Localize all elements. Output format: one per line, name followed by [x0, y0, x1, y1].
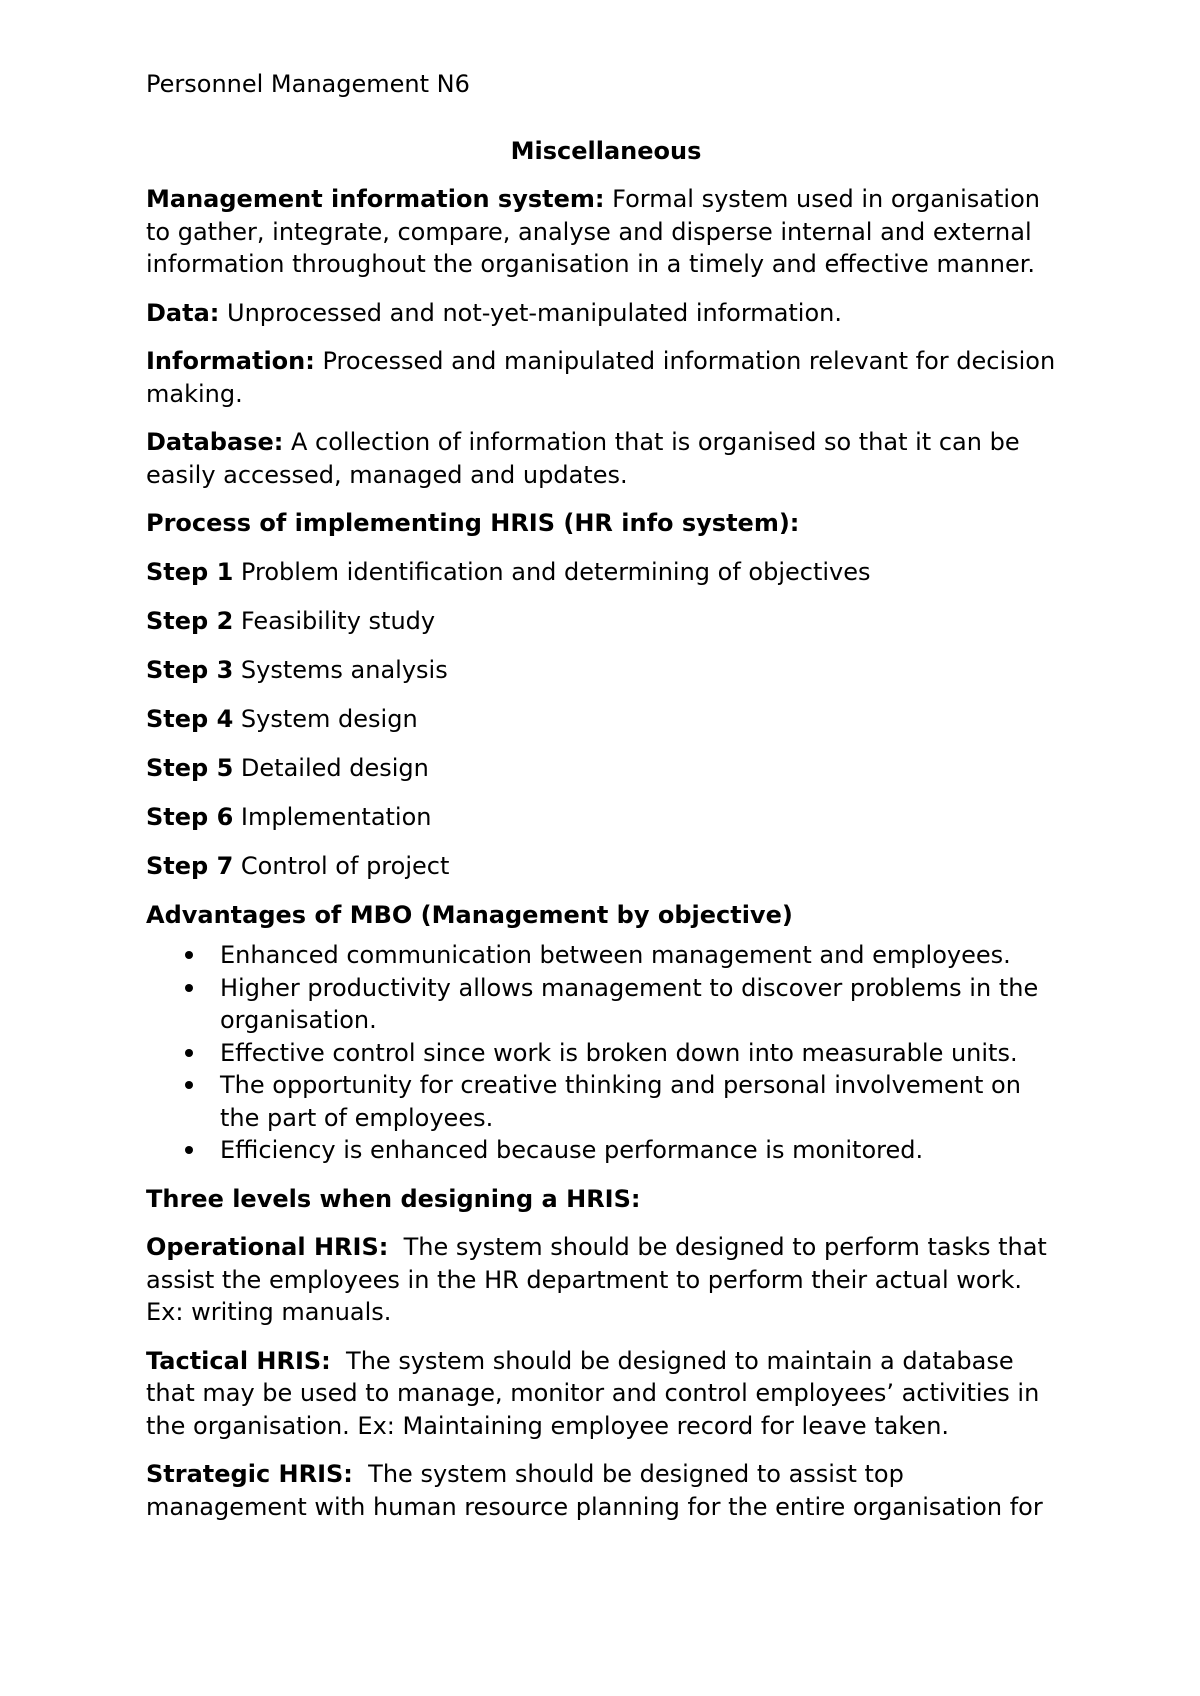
- step-label: Step 6: [146, 802, 234, 831]
- step-text: Problem identification and determining of objectives: [240, 557, 871, 586]
- list-item-text: Efficiency is enhanced because performance is monitored.: [220, 1136, 924, 1164]
- step-text: Implementation: [240, 802, 432, 831]
- definition-data: [146, 297, 1066, 330]
- mbo-heading: Advantages of MBO (Management by objective): [146, 900, 793, 929]
- definition-text: Formal system used in organisation to gather, integrate, compare, analyse and disperse internal and external information throughout the organisation in a timely and effective manner.: [146, 185, 1040, 278]
- step-label: Step 2: [146, 606, 234, 635]
- bullet-icon: [185, 1049, 193, 1057]
- step-text: Detailed design: [240, 753, 429, 782]
- definition-term: Database:: [146, 428, 284, 456]
- step-label: Step 5: [146, 753, 234, 782]
- list-item: [146, 1069, 1066, 1134]
- level-operational: [146, 1231, 1066, 1329]
- process-step: [146, 654, 1066, 687]
- process-step: [146, 752, 1066, 785]
- bullet-icon: [185, 951, 193, 959]
- definition-mis: [146, 183, 1066, 281]
- definition-term: Data:: [146, 298, 220, 327]
- process-heading: Process of implementing HRIS (HR info system):: [146, 509, 800, 537]
- definition-text: Processed and manipulated information relevant for decision making.: [146, 347, 1056, 408]
- list-item: [146, 972, 1066, 1037]
- level-text: The system should be designed to maintain a database that may be used to manage, monitor and control employees’ activities in the organisation. Ex: Maintaining employee record for leave taken.: [146, 1346, 1040, 1440]
- process-step: [146, 605, 1066, 638]
- bullet-icon: [185, 1146, 193, 1154]
- level-text: The system should be designed to perform tasks that assist the employees in the HR department to perform their actual work. Ex: writing manuals.: [146, 1233, 1047, 1326]
- process-step: [146, 801, 1066, 834]
- list-item: [146, 1037, 1066, 1070]
- definition-information: [146, 345, 1066, 410]
- level-tactical: [146, 1345, 1066, 1443]
- step-label: Step 7: [146, 851, 234, 880]
- definition-text: A collection of information that is organised so that it can be easily accessed, managed and updates.: [146, 428, 1020, 489]
- list-item-text: Enhanced communication between management and employees.: [220, 941, 1011, 969]
- level-text: The system should be designed to assist top management with human resource planning for the entire organisation for: [146, 1460, 1043, 1521]
- step-label: Step 4: [146, 704, 234, 733]
- list-item-text: The opportunity for creative thinking and personal involvement on the part of employees.: [220, 1071, 1021, 1132]
- document-header: Personnel Management N6: [146, 70, 470, 98]
- levels-heading: Three levels when designing a HRIS:: [146, 1184, 641, 1213]
- list-item: [146, 1134, 1066, 1167]
- mbo-list: [146, 939, 1066, 1167]
- process-step: [146, 850, 1066, 883]
- bullet-icon: [185, 984, 193, 992]
- step-text: System design: [240, 704, 418, 733]
- definition-term: Information:: [146, 347, 315, 375]
- step-label: Step 1: [146, 557, 234, 586]
- process-step: [146, 703, 1066, 736]
- page-title: Miscellaneous: [510, 136, 702, 165]
- step-text: Systems analysis: [240, 655, 448, 684]
- level-term: Strategic HRIS:: [146, 1460, 353, 1488]
- step-text: Control of project: [240, 851, 450, 880]
- list-item-text: Effective control since work is broken down into measurable units.: [220, 1038, 1018, 1067]
- definition-text: Unprocessed and not-yet-manipulated information.: [227, 298, 842, 327]
- definition-database: [146, 426, 1066, 491]
- step-label: Step 3: [146, 655, 234, 684]
- level-term: Tactical HRIS:: [146, 1346, 331, 1375]
- level-strategic: [146, 1458, 1066, 1523]
- level-term: Operational HRIS:: [146, 1233, 389, 1261]
- process-step: [146, 556, 1066, 589]
- definition-term: Management information system:: [146, 185, 605, 213]
- list-item: [146, 939, 1066, 972]
- document-page: [146, 68, 1066, 1539]
- bullet-icon: [185, 1081, 193, 1089]
- step-text: Feasibility study: [240, 606, 436, 635]
- list-item-text: Higher productivity allows management to discover problems in the organisation.: [220, 973, 1039, 1034]
